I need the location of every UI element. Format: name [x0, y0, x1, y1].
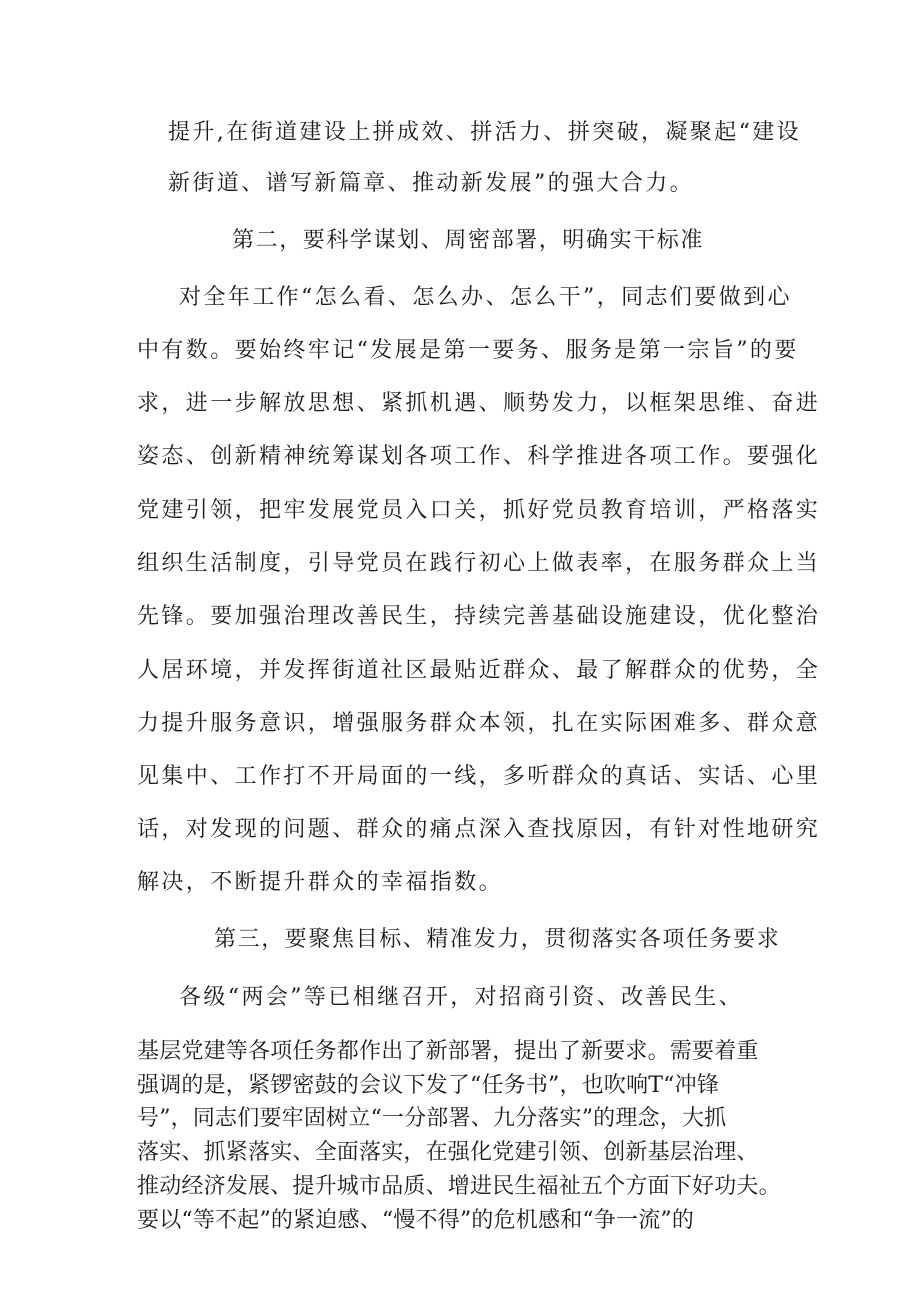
- section-3-first-line: 各级“两会”等已相继召开，对招商引资、改善民生、: [179, 985, 744, 1010]
- section-3-line-4: 落实、抓紧落实、全面落实，在强化党建引领、创新基层治理、: [137, 1140, 759, 1165]
- section-3-line-1: 基层党建等各项任务都作出了新部署，提出了新要求。需要着重: [137, 1039, 759, 1064]
- section-2-line-6: 组织生活制度，引导党员在践行初心上做表率，在服务群众上当: [137, 551, 821, 576]
- section-2-line-7: 先锋。要加强治理改善民生，持续完善基础设施建设，优化整治: [137, 604, 821, 629]
- section-2-line-11: 话，对发现的问题、群众的痛点深入查找原因，有针对性地研究: [137, 817, 821, 842]
- section-2-heading: 第二，要科学谋划、周密部署，明确实干标准: [232, 228, 705, 253]
- section-2-line-2: 中有数。要始终牢记“发展是第一要务、服务是第一宗旨”的要: [137, 338, 799, 363]
- section-2-line-8: 人居环境，并发挥街道社区最贴近群众、最了解群众的优势，全: [137, 658, 821, 683]
- section-2-line-12: 解决，不断提升群众的幸福指数。: [137, 870, 504, 895]
- intro-line-2: 新街道、谱写新篇章、推动新发展”的强大合力。: [168, 171, 695, 196]
- intro-line-1: 提升,在街道建设上拼成效、拼活力、拼突破，凝聚起“建设: [168, 120, 802, 145]
- section-2-line-3: 求，进一步解放思想、紧抓机遇、顺势发力，以框架思维、奋进: [137, 391, 821, 416]
- section-3-line-2: 强调的是，紧锣密鼓的会议下发了“任务书”，也吹响T“冲锋: [137, 1073, 720, 1098]
- section-2-line-1: 对全年工作“怎么看、怎么办、怎么干”，同志们要做到心: [179, 285, 792, 310]
- section-2-line-5: 党建引领，把牢发展党员入口关，抓好党员教育培训，严格落实: [137, 498, 821, 523]
- section-2-line-4: 姿态、创新精神统筹谋划各项工作、科学推进各项工作。要强化: [137, 444, 821, 469]
- section-3-heading: 第三，要聚焦目标、精准发力，贯彻落实各项任务要求: [214, 927, 781, 952]
- section-2-line-9: 力提升服务意识，增强服务群众本领，扎在实际困难多、群众意: [137, 711, 821, 736]
- section-3-line-3: 号”，同志们要牢固树立“一分部署、九分落实”的理念，大抓: [137, 1106, 727, 1131]
- section-3-line-5: 推动经济发展、提升城市品质、增进民生福祉五个方面下好功夫。: [137, 1174, 781, 1199]
- section-3-line-6: 要以“等不起”的紧迫感、“慢不得”的危机感和“争一流”的: [137, 1208, 695, 1233]
- section-2-line-10: 见集中、工作打不开局面的一线，多听群众的真话、实话、心里: [137, 764, 821, 789]
